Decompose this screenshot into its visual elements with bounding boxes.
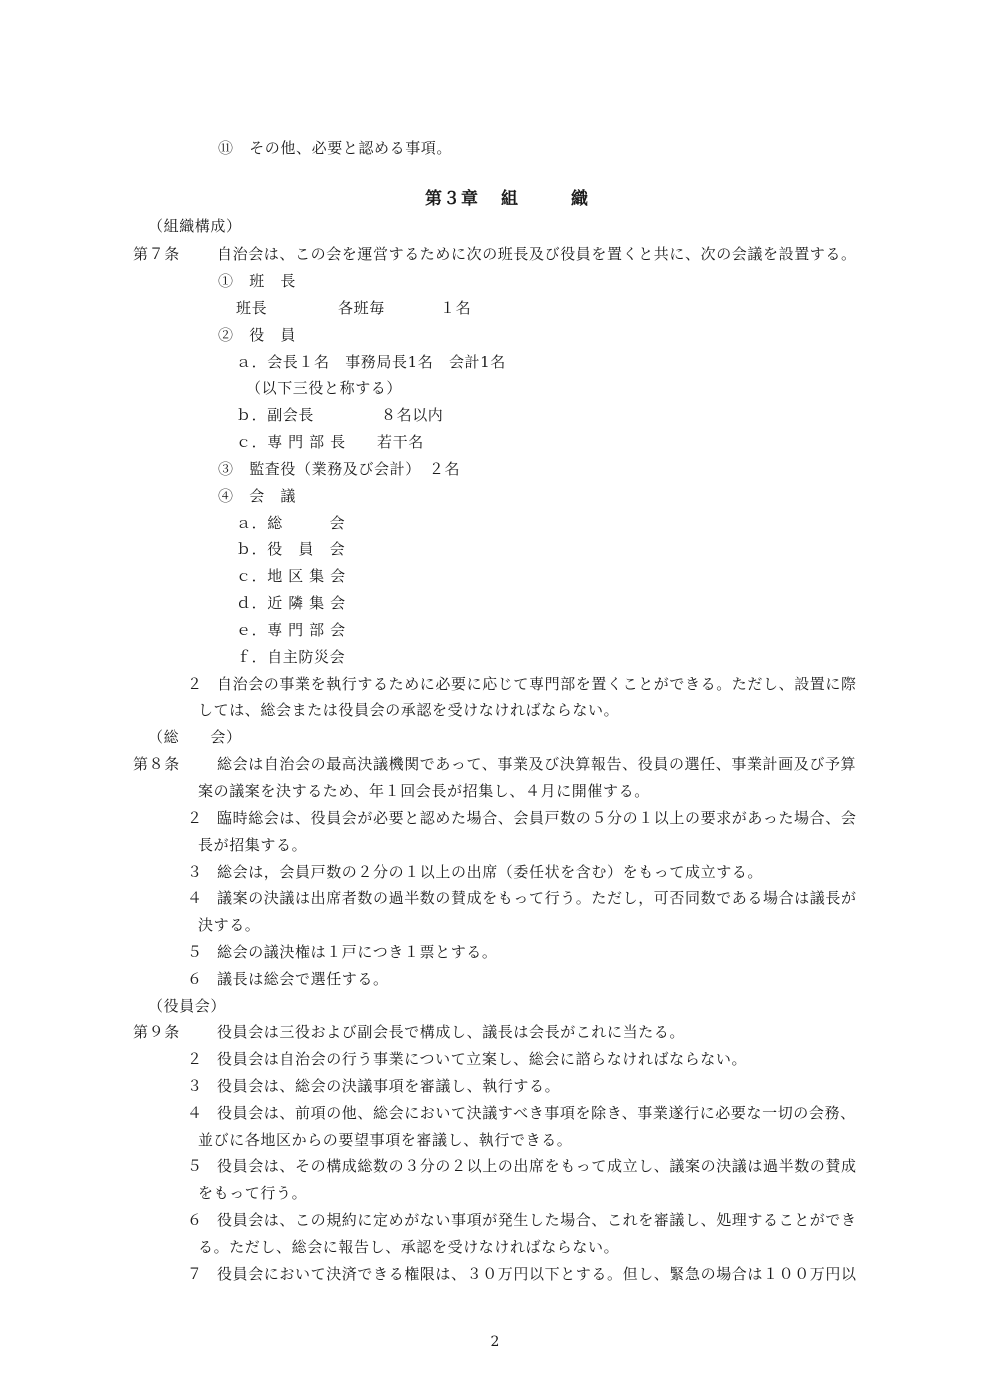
art7-item1-role: 班長: [236, 299, 268, 317]
art8-p2-line1: 臨時総会は、役員会が必要と認めた場合、会員戸数の５分の１以上の要求があった場合、会: [217, 809, 857, 827]
art9-p5-number: ５: [187, 1157, 203, 1175]
art8-p5-number: ５: [187, 943, 203, 961]
art7-item1-count: １名: [440, 299, 472, 317]
art9-p2: 役員会は自治会の行う事業について立案し、総会に諮らなければならない。: [217, 1050, 748, 1068]
art9-p7-number: ７: [187, 1265, 203, 1283]
art8-p5: 総会の議決権は１戸につき１票とする。: [217, 943, 498, 961]
art9-line1: 役員会は三役および副会長で構成し、議長は会長がこれに当たる。: [217, 1023, 686, 1041]
art9-p4-line1: 役員会は、前項の他、総会において決議すべき事項を除き、事業遂行に必要な一切の会務、: [217, 1104, 856, 1122]
art9-p4-number: ４: [187, 1104, 203, 1122]
art8-p4-number: ４: [187, 889, 203, 907]
art9-p5-line2: をもって行う。: [198, 1184, 308, 1202]
art8-label: 第８条: [133, 755, 180, 773]
art7-text: 自治会は、この会を運営するために次の班長及び役員を置くと共に、次の会議を設置する。: [217, 245, 857, 263]
art8-line1: 総会は自治会の最高決議機関であって、事業及び決算報告、役員の選任、事業計画及び予算: [217, 755, 857, 773]
art7-p2-line2: しては、総会または役員会の承認を受けなければならない。: [198, 701, 620, 719]
item-11: ⑪ その他、必要と認める事項。: [218, 139, 453, 157]
art7-item2: ② 役 員: [218, 326, 297, 344]
chapter-title: [425, 189, 589, 209]
art7-item3: ③ 監査役（業務及び会計） ２名: [218, 460, 461, 478]
chapter-number: 第３章: [425, 189, 479, 209]
art8-line2: 案の議案を決するため、年１回会長が招集し、４月に開催する。: [198, 782, 650, 800]
art7-item2c-role: ｃ．専 門 部 長: [236, 433, 346, 451]
art7-meeting: ｄ．近 隣 集 会: [236, 594, 346, 612]
art7-p2-line1: 自治会の事業を執行するために必要に応じて専門部を置くことができる。ただし、設置に際: [217, 675, 857, 693]
art7-meeting: ｃ．地 区 集 会: [236, 567, 346, 585]
art8-p2-line2: 長が招集する。: [198, 836, 308, 854]
art9-p6-line2: る。ただし、総会に報告し、承認を受けなければならない。: [198, 1238, 620, 1256]
art7-item2b-count: ８名以内: [381, 406, 444, 424]
art8-p4-line1: 議案の決議は出席者数の過半数の賛成をもって行う。ただし，可否同数である場合は議長が: [217, 889, 857, 907]
art9-p4-line2: 並びに各地区からの要望事項を審議し、執行できる。: [198, 1131, 573, 1149]
chapter-word-1: 組: [501, 189, 519, 209]
art9-p2-number: ２: [187, 1050, 203, 1068]
art7-meeting: ａ．総 会: [236, 514, 346, 532]
art8-p6: 議長は総会で選任する。: [217, 970, 389, 988]
art8-p3: 総会は，会員戸数の２分の１以上の出席（委任状を含む）をもって成立する。: [217, 863, 764, 881]
art7-item2a-note: （以下三役と称する）: [246, 379, 403, 397]
art7-item1: ① 班 長: [218, 272, 297, 290]
art7-meeting: ｆ．自主防災会: [236, 648, 346, 666]
art9-p7-line1: 役員会において決済できる権限は、３０万円以下とする。但し、緊急の場合は１００万円以: [217, 1265, 857, 1283]
art7-item4: ④ 会 議: [218, 487, 297, 505]
art7-item2b-role: ｂ．副会長: [236, 406, 315, 424]
art9-p6-line1: 役員会は、この規約に定めがない事項が発生した場合、これを審議し、処理することができ: [217, 1211, 857, 1229]
art9-p3: 役員会は、総会の決議事項を審議し、執行する。: [217, 1077, 561, 1095]
art9-p6-number: ６: [187, 1211, 203, 1229]
art8-heading: （総 会）: [148, 728, 242, 746]
art7-label: 第７条: [133, 245, 180, 263]
art7-meeting: ｂ．役 員 会: [236, 540, 346, 558]
art8-p2-number: ２: [187, 809, 203, 827]
art7-item2c-count: 若干名: [377, 433, 424, 451]
art8-p6-number: ６: [187, 970, 203, 988]
art7-item1-scope: 各班毎: [338, 299, 385, 317]
art7-item2a: ａ．会長１名 事務局長1名 会計1名: [236, 353, 506, 371]
art9-label: 第９条: [133, 1023, 180, 1041]
art7-heading: （組織構成）: [148, 217, 242, 235]
art9-p5-line1: 役員会は、その構成総数の３分の２以上の出席をもって成立し、議案の決議は過半数の賛成: [217, 1157, 857, 1175]
art9-heading: （役員会）: [148, 997, 227, 1015]
art7-p2-number: ２: [187, 675, 203, 693]
art8-p4-line2: 決する。: [198, 916, 261, 934]
page-number: 2: [490, 1334, 500, 1350]
art8-p3-number: ３: [187, 863, 203, 881]
chapter-word-2: 織: [571, 189, 589, 209]
art7-meeting: ｅ．専 門 部 会: [236, 621, 346, 639]
art9-p3-number: ３: [187, 1077, 203, 1095]
